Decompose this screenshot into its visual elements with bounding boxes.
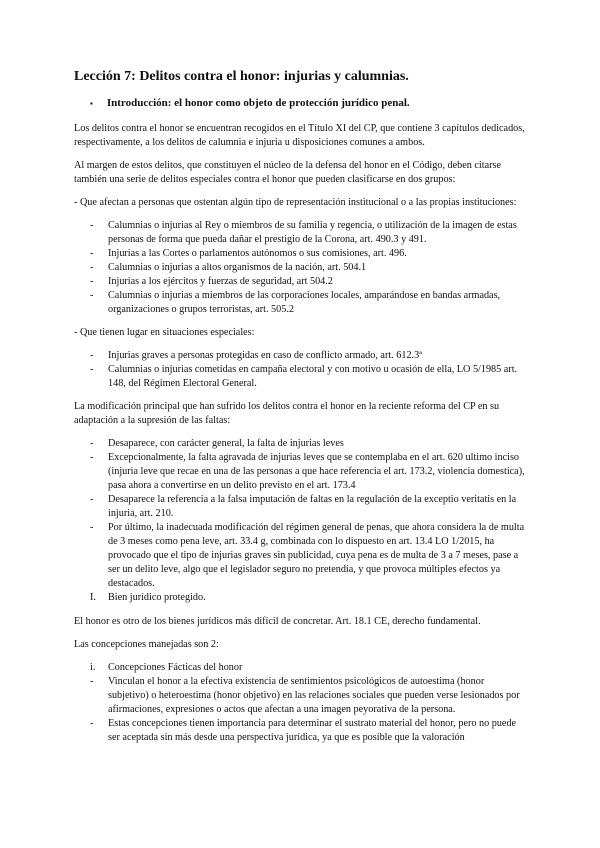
list-item: - Injurias a las Cortes o parlamentos autónomos o sus comisiones, art. 496. [74,247,526,261]
paragraph-honor: El honor es otro de los bienes jurídicos más difícil de concretar. Art. 18.1 CE, derecho fundamental. [74,616,481,627]
list-item: - Calumnias o injurias al Rey o miembros de su familia y regencia, o utilización de la imagen de estas personas de forma que pueda dañar el prestigio de la Corona, art. 490.3 y 491. [74,219,526,247]
subsection-number: i. [90,662,96,673]
subsection-heading-facticas [74,661,526,675]
intro-heading [74,96,526,111]
square-bullet-icon: ▪ [90,99,93,108]
group2-list [74,349,526,391]
section-heading-bien-juridico [74,591,526,605]
group2-intro: - Que tienen lugar en situaciones especiales: [74,327,255,338]
paragraph-delitos-especiales: Al margen de estos delitos, que constituyen el núcleo de la defensa del honor en el Código, deben citarse también una serie de delitos especiales contra el honor que pueden clasificarse en dos grupos: [74,160,501,185]
list-item: - Injurias a los ejércitos y fuerzas de seguridad, art 504.2 [74,275,526,289]
list-item: - Desaparece, con carácter general, la falta de injurias leves [74,437,526,451]
paragraph-concepciones: Las concepciones manejadas son 2: [74,639,219,650]
paragraph-titulo-xi: Los delitos contra el honor se encuentran recogidos en el Título XI del CP, que contiene 3 capítulos dedicados, respectivamente, a los delitos de calumnia e injuria u disposiciones comunes a ambos. [74,123,525,148]
subsection-heading-text: Concepciones Fácticas del honor [108,662,243,673]
lesson-title: Lección 7: Delitos contra el honor: injurias y calumnias. [74,69,409,84]
list-item: - Excepcionalmente, la falta agravada de injurias leves que se contemplaba en el art. 620 ultimo inciso (injuria leve que recae en una de las personas a que hace referencia el art. 173.2, violencia domestica), pasa ahora a convertirse en un delito previsto en el art. 173.4 [74,451,526,493]
intro-heading-text: Introducción: el honor como objeto de protección jurídico penal. [106,97,410,109]
concept-list [74,675,526,745]
list-item: - Calumnias o injurias a altos organismos de la nación, art. 504.1 [74,261,526,275]
group1-list [74,219,526,317]
list-item: - Calumnias o injurias a miembros de las corporaciones locales, amparándose en bandas armadas, organizaciones o grupos terroristas, art. 505.2 [74,289,526,317]
group1-intro: - Que afectan a personas que ostentan algún tipo de representación institucional o a las propias instituciones: [74,197,517,208]
section-heading-text: Bien jurídico protegido. [108,592,206,603]
section-number: I. [90,592,96,603]
list-item: - Injurias graves a personas protegidas en caso de conflicto armado, art. 612.3ª [74,349,526,363]
paragraph-reforma: La modificación principal que han sufrido los delitos contra el honor en la reciente reforma del CP en su adaptación a la supresión de las faltas: [74,401,500,426]
list-item: - Vinculan el honor a la efectiva existencia de sentimientos psicológicos de autoestima (honor subjetivo) o heteroestima (honor objetivo) en las relaciones sociales que pueden verse lesionados por afirmaciones, expresiones o actos que afectan a una imagen peyorativa de la persona. [74,675,526,717]
list-item: - Calumnias o injurias cometidas en campaña electoral y con motivo u ocasión de ella, LO 5/1985 art. 148, del Régimen Electoral General. [74,363,526,391]
list-item: - Desaparece la referencia a la falsa imputación de faltas en la regulación de la exceptio veritatis en la injuria, art. 210. [74,493,526,521]
list-item: - Estas concepciones tienen importancia para determinar el sustrato material del honor, pero no puede ser aceptada sin más desde una perspectiva jurídica, ya que es posible que la valoración [74,717,526,745]
reform-list [74,437,526,591]
list-item: - Por último, la inadecuada modificación del régimen general de penas, que ahora considera la de multa de 3 meses como pena leve, art. 33.4 g, combinada con lo dispuesto en art. 13.4 LO 1/2015, ha provocado que el tipo de injurias graves sin publicidad, cuya pena es de multa de 3 a 7 meses, pase a ser un delito leve, algo que el legislador seguro no pretendía, y que provoca múltiples efectos ya destacados. [74,521,526,591]
